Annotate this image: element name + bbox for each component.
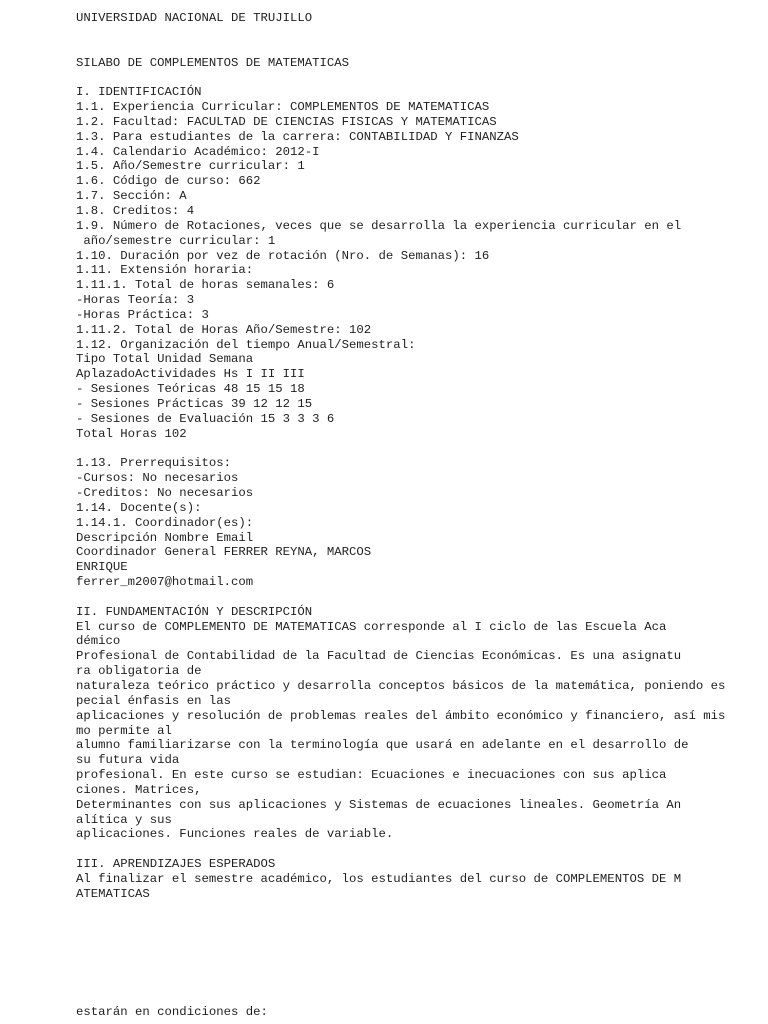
identificacion-line: 1.5. Año/Semestre curricular: 1 (76, 159, 305, 174)
identificacion-line: 1.9. Número de Rotaciones, veces que se desarrolla la experiencia curricular en el (76, 218, 682, 233)
identificacion-line: Descripción Nombre Email (76, 530, 254, 545)
identificacion-line: 1.3. Para estudiantes de la carrera: CONTABILIDAD Y FINANZAS (76, 129, 519, 144)
section-heading-aprendizajes: III. APRENDIZAJES ESPERADOS (76, 857, 276, 872)
identificacion-line: -Horas Teoría: 3 (76, 293, 195, 308)
fundamentacion-line: aplicaciones. Funciones reales de variable. (76, 827, 394, 842)
identificacion-line: - Sesiones Prácticas 39 12 12 15 (76, 396, 313, 411)
identificacion-line: 1.10. Duración por vez de rotación (Nro. de Semanas): 16 (76, 248, 490, 263)
fundamentacion-line: naturaleza teórico práctico y desarrolla conceptos básicos de la matemática, poniendo es (76, 678, 726, 693)
identificacion-line: año/semestre curricular: 1 (76, 233, 276, 248)
fundamentacion-line: ra obligatoria de (76, 664, 202, 679)
fundamentacion-line: su futura vida (76, 753, 180, 768)
identificacion-line: 1.11. Extensión horaria: (76, 263, 254, 278)
identificacion-line: -Horas Práctica: 3 (76, 307, 209, 322)
aprendizajes-line: ATEMATICAS (76, 886, 150, 901)
fundamentacion-block (76, 620, 746, 843)
document-title: SILABO DE COMPLEMENTOS DE MATEMATICAS (76, 55, 350, 70)
identificacion-block-b (76, 456, 746, 590)
syllabus-document (76, 11, 746, 902)
identificacion-line: ferrer_m2007@hotmail.com (76, 575, 254, 590)
aprendizajes-line: Al finalizar el semestre académico, los estudiantes del curso de COMPLEMENTOS DE M (76, 871, 682, 886)
identificacion-line: 1.14.1. Coordinador(es): (76, 515, 254, 530)
identificacion-line: - Sesiones de Evaluación 15 3 3 3 6 (76, 411, 335, 426)
fundamentacion-line: mo permite al (76, 723, 172, 738)
identificacion-line: 1.11.1. Total de horas semanales: 6 (76, 278, 335, 293)
fundamentacion-line: ciones. Matrices, (76, 782, 202, 797)
identificacion-block (76, 100, 746, 441)
fundamentacion-line: alítica y sus (76, 812, 172, 827)
aprendizajes-block (76, 872, 746, 902)
identificacion-line: 1.12. Organización del tiempo Anual/Semestral: (76, 337, 416, 352)
identificacion-line: AplazadoActividades Hs I II III (76, 367, 305, 382)
identificacion-line: -Creditos: No necesarios (76, 486, 254, 500)
identificacion-line: 1.14. Docente(s): (76, 500, 202, 515)
identificacion-line: Tipo Total Unidad Semana (76, 352, 254, 367)
section-heading-fundamentacion: II. FUNDAMENTACIÓN Y DESCRIPCIÓN (76, 604, 313, 619)
identificacion-line: Coordinador General FERRER REYNA, MARCOS (76, 545, 372, 560)
fundamentacion-line: alumno familiarizarse con la terminología que usará en adelante en el desarrollo de (76, 738, 689, 753)
identificacion-line: ENRIQUE (76, 560, 128, 575)
section-heading-identificacion: I. IDENTIFICACIÓN (76, 85, 202, 100)
identificacion-line: 1.7. Sección: A (76, 189, 187, 204)
identificacion-line: 1.2. Facultad: FACULTAD DE CIENCIAS FISICAS Y MATEMATICAS (76, 114, 497, 129)
fundamentacion-line: pecial énfasis en las (76, 693, 231, 708)
identificacion-line: 1.13. Prerrequisitos: (76, 456, 231, 471)
fundamentacion-line: Profesional de Contabilidad de la Facultad de Ciencias Económicas. Es una asignatu (76, 649, 682, 664)
closing-line: estarán en condiciones de: (76, 1005, 268, 1019)
fundamentacion-line: profesional. En este curso se estudian: Ecuaciones e inecuaciones con sus aplica (76, 768, 667, 783)
fundamentacion-line: aplicaciones y resolución de problemas reales del ámbito económico y financiero, así mis (76, 708, 726, 723)
fundamentacion-line: El curso de COMPLEMENTO DE MATEMATICAS corresponde al I ciclo de las Escuela Aca (76, 619, 667, 634)
fundamentacion-line: Determinantes con sus aplicaciones y Sistemas de ecuaciones lineales. Geometría An (76, 797, 682, 812)
identificacion-line: 1.6. Código de curso: 662 (76, 174, 261, 189)
identificacion-line: 1.4. Calendario Académico: 2012-I (76, 144, 320, 159)
identificacion-line: 1.1. Experiencia Curricular: COMPLEMENTOS DE MATEMATICAS (76, 100, 490, 115)
identificacion-line: -Cursos: No necesarios (76, 471, 239, 486)
fundamentacion-line: démico (76, 634, 121, 649)
identificacion-line: Total Horas 102 (76, 426, 187, 441)
identificacion-line: 1.11.2. Total de Horas Año/Semestre: 102 (76, 322, 372, 337)
university-name: UNIVERSIDAD NACIONAL DE TRUJILLO (76, 11, 313, 25)
identificacion-line: 1.8. Creditos: 4 (76, 203, 195, 218)
identificacion-line: - Sesiones Teóricas 48 15 15 18 (76, 382, 305, 397)
